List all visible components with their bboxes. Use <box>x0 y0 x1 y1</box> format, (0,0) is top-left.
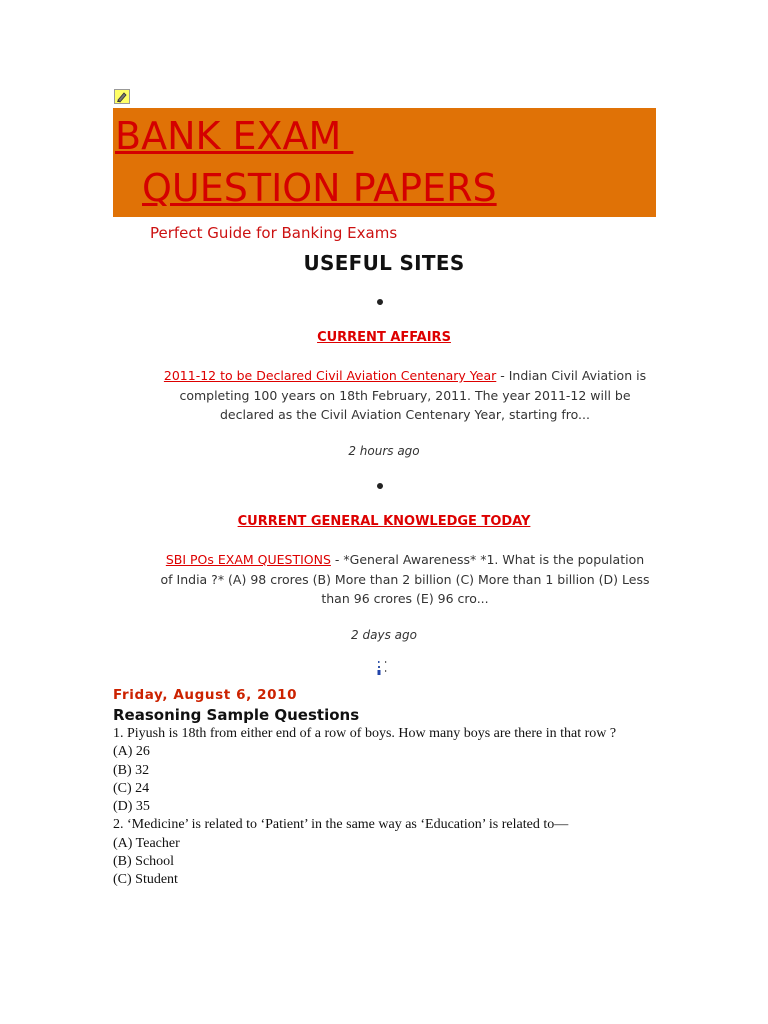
feed-post-link[interactable]: 2011-12 to be Declared Civil Aviation Centenary Year <box>163 368 497 383</box>
post-line: (B) School <box>113 854 175 870</box>
useful-sites-title: USEFUL SITES <box>303 251 465 275</box>
feed-time-ago: 2 hours ago <box>348 444 420 458</box>
blog-title-line2[interactable]: QUESTION PAPERS <box>142 166 497 210</box>
feed-time-ago: 2 days ago <box>351 628 417 642</box>
edit-icon[interactable] <box>114 89 130 104</box>
post-line: (D) 35 <box>113 799 150 815</box>
post-line: (C) 24 <box>113 780 150 796</box>
feed-excerpt: - Indian Civil Aviation is completing 100 years on 18th February, 2011. The year 2011-12 will be declared as the Civil Aviation Centenary Year, starting fro... <box>179 368 647 422</box>
feed-heading-current-gk[interactable]: CURRENT GENERAL KNOWLEDGE TODAY <box>237 514 531 529</box>
feed-snippet <box>160 366 650 425</box>
post-line: (B) 32 <box>113 762 150 778</box>
post-body <box>113 725 616 890</box>
list-bullet <box>377 483 383 489</box>
blog-tagline: Perfect Guide for Banking Exams <box>150 224 398 242</box>
post-line: (C) Student <box>113 872 178 888</box>
post-line: 2. ‘Medicine’ is related to ‘Patient’ in the same way as ‘Education’ is related to— <box>113 817 569 833</box>
feed-snippet <box>160 550 650 609</box>
feed-heading-current-affairs[interactable]: CURRENT AFFAIRS <box>317 330 451 345</box>
post-title[interactable]: Reasoning Sample Questions <box>113 706 360 724</box>
feed-excerpt: - *General Awareness* *1. What is the population of India ?* (A) 98 crores (B) More than 2 billion (C) More than 1 billion (D) Less than 96 crores (E) 96 cro... <box>160 552 650 606</box>
feed-post-link[interactable]: SBI POs EXAM QUESTIONS <box>165 552 331 567</box>
post-date: Friday, August 6, 2010 <box>113 687 298 703</box>
list-bullet <box>377 299 383 305</box>
post-line: (A) 26 <box>113 744 150 760</box>
blog-title-line1[interactable]: BANK EXAM <box>115 114 354 158</box>
post-line: (A) Teacher <box>113 835 180 851</box>
post-line: 1. Piyush is 18th from either end of a row of boys. How many boys are there in that row ? <box>113 726 617 741</box>
widget-icon <box>377 659 391 679</box>
